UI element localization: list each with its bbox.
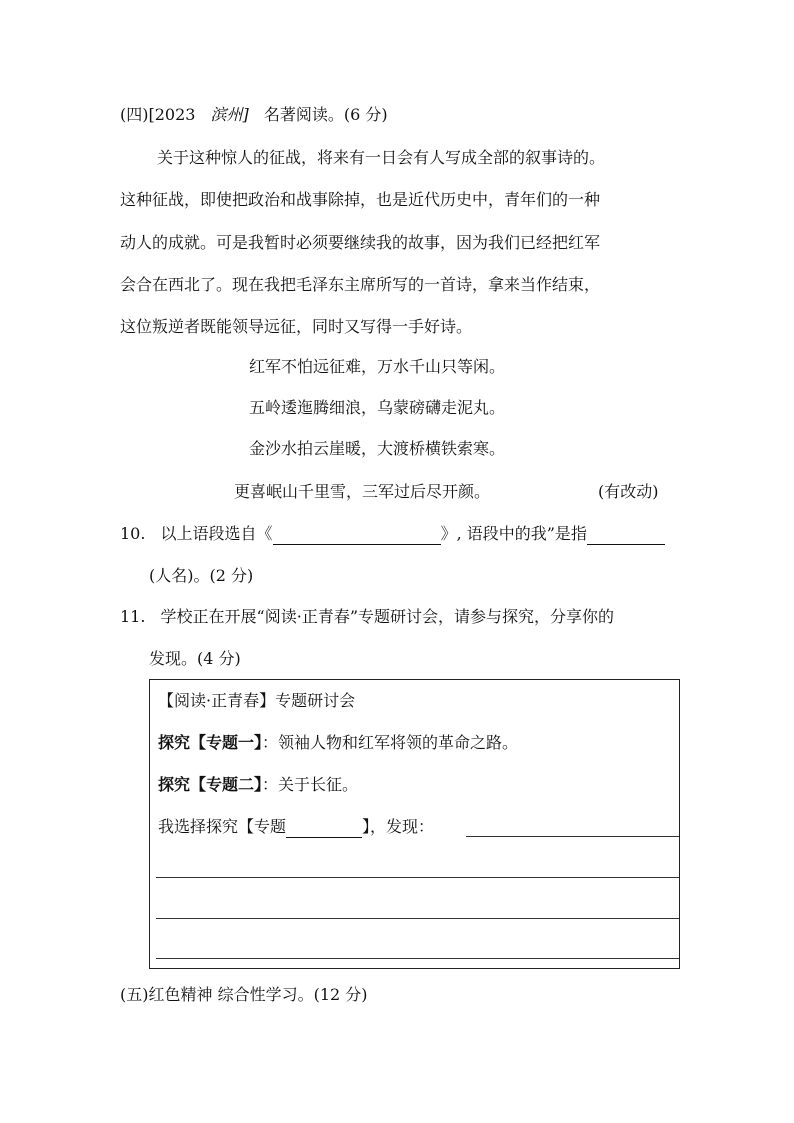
answer-line[interactable]	[466, 836, 679, 837]
question-11-line-1: 学校正在开展“阅读·正青春”专题研讨会，请参与探究，分享你的	[160, 607, 614, 626]
topic-number-blank[interactable]	[286, 819, 362, 838]
question-11-line-2: 发现。(4 分)	[149, 649, 241, 668]
question-11-number: 11.	[120, 607, 146, 626]
question-11	[120, 606, 614, 628]
section-4-title	[120, 104, 388, 126]
passage-line: 会合在西北了。现在我把毛泽东主席所写的一首诗，拿来当作结束，	[120, 275, 601, 294]
topic-2-label: 探究【专题二】	[158, 775, 263, 794]
section-4-source: 滨州]	[210, 105, 249, 124]
poem-line: 金沙水拍云崖暖，大渡桥横铁索寒。	[249, 439, 506, 458]
question-10-tail: (人名)。(2 分)	[149, 566, 254, 585]
book-title-blank[interactable]	[273, 526, 441, 545]
choose-text-a: 我选择探究【专题	[158, 817, 287, 836]
answer-line[interactable]	[156, 958, 679, 959]
source-note: (有改动)	[598, 482, 659, 501]
section-5-title: (五)红色精神 综合性学习。(12 分)	[120, 985, 368, 1004]
topic-1	[158, 732, 518, 754]
topic-1-label: 探究【专题一】	[158, 733, 263, 752]
person-name-blank[interactable]	[587, 526, 665, 545]
topic-2	[158, 774, 358, 796]
question-10-text-a: 以上语段选自《	[160, 524, 273, 543]
poem-line: 红军不怕远征难，万水千山只等闲。	[249, 357, 506, 376]
passage-line: 这种征战，即使把政治和战事除掉，也是近代历史中，青年们的一种	[120, 190, 601, 209]
box-heading: 【阅读·正青春】专题研讨会	[158, 691, 356, 710]
poem-line: 更喜岷山千里雪，三军过后尽开颜。	[234, 482, 491, 501]
topic-2-text: ：关于长征。	[262, 775, 359, 794]
poem-line: 五岭逶迤腾细浪，乌蒙磅礴走泥丸。	[249, 398, 506, 417]
section-4-prefix: (四)[2023	[120, 105, 196, 124]
passage-line: 这位叛逆者既能领导远征，同时又写得一手好诗。	[120, 317, 473, 336]
answer-line[interactable]	[156, 877, 679, 878]
discussion-box	[149, 679, 680, 969]
section-4-heading: 名著阅读。(6 分)	[263, 105, 388, 124]
question-10	[120, 523, 665, 545]
passage-line: 关于这种惊人的征战，将来有一日会有人写成全部的叙事诗的。	[157, 148, 606, 167]
topic-1-text: ：领袖人物和红军将领的革命之路。	[262, 733, 519, 752]
question-10-number: 10.	[120, 524, 146, 543]
passage-line: 动人的成就。可是我暂时必须要继续我的故事，因为我们已经把红军	[120, 233, 601, 252]
question-10-text-b: 》, 语段中的我”是指	[440, 524, 587, 543]
choose-topic	[158, 816, 434, 838]
answer-line[interactable]	[156, 918, 679, 919]
choose-text-b: 】，发现：	[362, 817, 435, 836]
